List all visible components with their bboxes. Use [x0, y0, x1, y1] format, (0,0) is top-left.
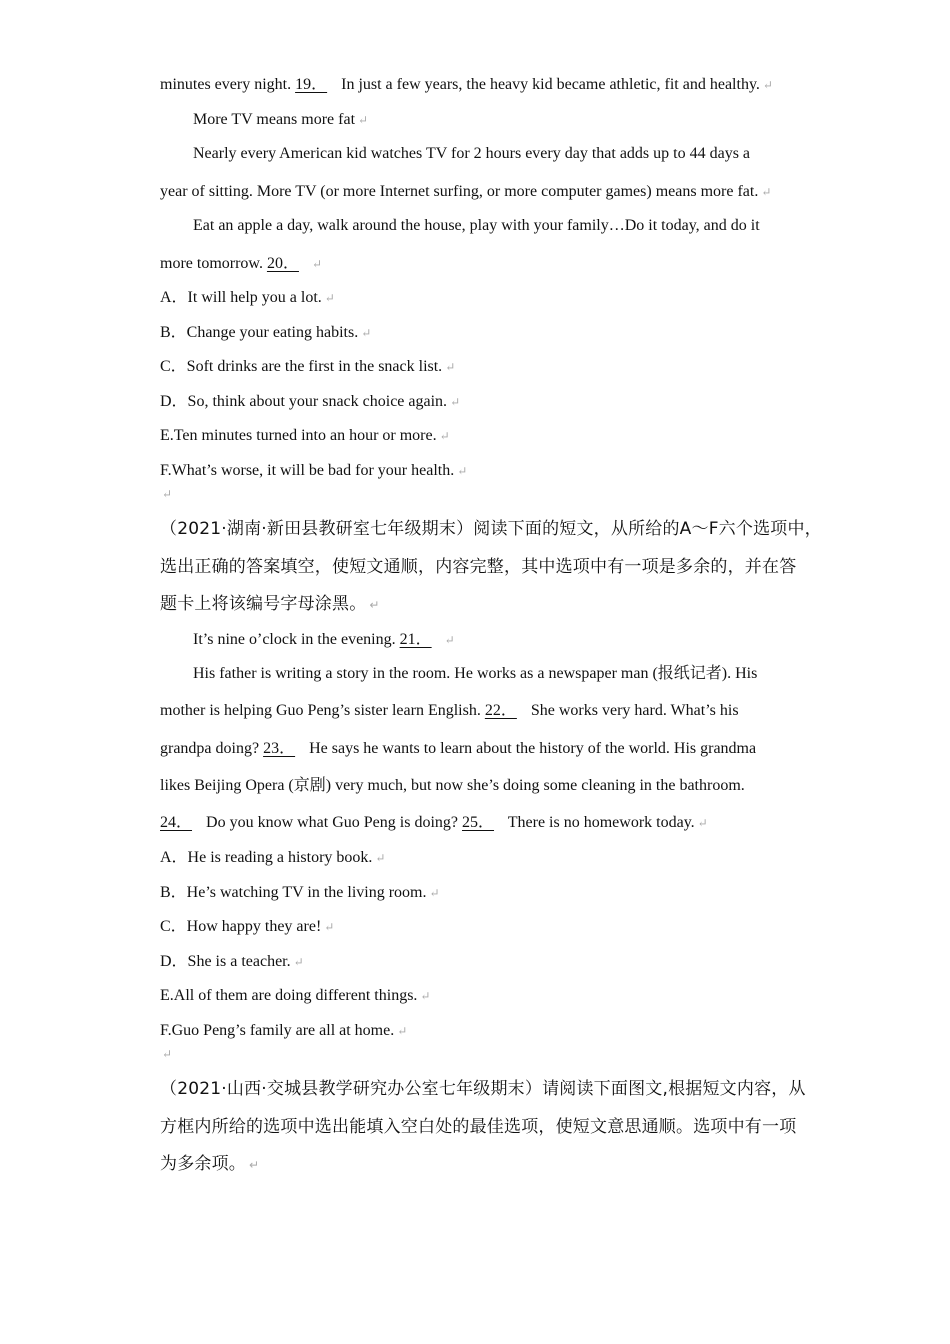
option-f: F.What’s worse, it will be bad for your health. ↵ — [160, 462, 468, 479]
passage-line: year of sitting. More TV (or more Internet surfing, or more computer games) means more fat. ↵ — [160, 183, 772, 200]
option-b: B．He’s watching TV in the living room. ↵ — [160, 884, 440, 901]
instruction-line: 题卡上将该编号字母涂黑。 ↵ — [160, 594, 380, 614]
option-e: E.Ten minutes turned into an hour or more. ↵ — [160, 427, 450, 444]
blank-22[interactable]: 22． — [484, 702, 517, 719]
option-a: A．He is reading a history book. ↵ — [160, 849, 386, 866]
passage-line: likes Beijing Opera (京剧) very much, but now she’s doing some cleaning in the bathroom. — [160, 777, 745, 794]
option-f: F.Guo Peng’s family are all at home. ↵ — [160, 1022, 408, 1039]
instruction-line: 选出正确的答案填空，使短文通顺，内容完整，其中选项中有一项是多余的，并在答 — [160, 557, 797, 577]
text: minutes every night. — [160, 76, 292, 93]
option-d: D．She is a teacher. ↵ — [160, 953, 304, 970]
passage-line — [160, 75, 790, 95]
paragraph-mark: ↵ — [162, 1047, 173, 1061]
option-d: D．So, think about your snack choice again. ↵ — [160, 393, 461, 410]
blank-21[interactable]: 21． — [399, 631, 432, 648]
instruction-line: （2021·山西·交城县教学研究办公室七年级期末）请阅读下面图文,根据短文内容，从 — [160, 1079, 806, 1099]
passage-line: It’s nine o’clock in the evening. 21． ↵ — [193, 631, 455, 648]
passage-line: Nearly every American kid watches TV for 2 hours every day that adds up to 44 days a — [193, 145, 751, 162]
text: In just a few years, the heavy kid became athletic, fit and healthy. — [341, 76, 760, 93]
blank-20[interactable]: 20． — [266, 255, 299, 272]
option-e: E.All of them are doing different things. ↵ — [160, 987, 431, 1004]
option-c: C．Soft drinks are the first in the snack list. ↵ — [160, 358, 456, 375]
option-b: B．Change your eating habits. ↵ — [160, 324, 372, 341]
section-heading: More TV means more fat ↵ — [193, 111, 369, 128]
blank-23[interactable]: 23． — [263, 740, 296, 757]
option-c: C．How happy they are! ↵ — [160, 918, 335, 935]
passage-line: His father is writing a story in the room. He works as a newspaper man (报纸记者). His — [193, 665, 758, 682]
paragraph-mark: ↵ — [762, 78, 773, 92]
passage-line: more tomorrow. 20． ↵ — [160, 255, 323, 272]
option-a: A．It will help you a lot. ↵ — [160, 289, 335, 306]
blank-24[interactable]: 24． — [160, 814, 193, 831]
passage-line: grandpa doing? 23． He says he wants to learn about the history of the world. His grandma — [160, 740, 757, 757]
passage-line: Eat an apple a day, walk around the house, play with your family…Do it today, and do it — [193, 217, 760, 234]
blank-25[interactable]: 25． — [462, 814, 495, 831]
blank-19[interactable]: 19． — [295, 76, 328, 93]
instruction-line: 方框内所给的选项中选出能填入空白处的最佳选项，使短文意思通顺。选项中有一项 — [160, 1117, 797, 1137]
passage-line: 24． Do you know what Guo Peng is doing? 25． There is no homework today. ↵ — [160, 814, 708, 831]
instruction-line: （2021·湖南·新田县教研室七年级期末）阅读下面的短文，从所给的A～F六个选项中， — [160, 519, 822, 539]
passage-line: mother is helping Guo Peng’s sister learn English. 22． She works very hard. What’s his — [160, 702, 739, 719]
instruction-line: 为多余项。 ↵ — [160, 1154, 260, 1174]
paragraph-mark: ↵ — [162, 487, 173, 501]
